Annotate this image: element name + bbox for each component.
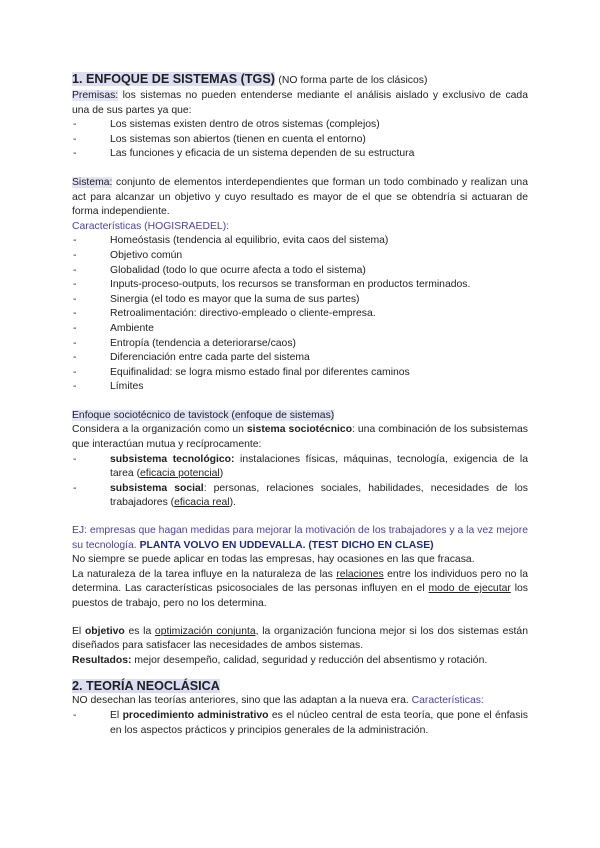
neo-item-post: es el núcleo central de esta teoría, que pone el énfasis en los aspectos prácticos y principios generales de la administración. <box>110 709 528 736</box>
sub-tec-underline: eficacia potencial <box>140 468 220 480</box>
list-item <box>90 709 528 738</box>
obj-bold: objetivo <box>84 625 125 637</box>
sub-soc-underline: eficacia real <box>174 497 230 509</box>
resultados-line <box>72 654 528 669</box>
obj-mid: es la <box>124 625 155 637</box>
section-1-heading <box>72 71 528 89</box>
list-item: - Retroalimentación: directivo-empleado o cliente-empresa. <box>90 307 528 322</box>
premisas-paragraph <box>72 89 528 118</box>
premisas-text: los sistemas no pueden entenderse mediante el análisis aislado y exclusivo de cada una de sus partes ya que: <box>72 90 528 116</box>
tavistock-heading-text: Enfoque sociotécnico de tavistock (enfoque de sistemas) <box>72 409 335 421</box>
list-item: - Sinergia (el todo es mayor que la suma de sus partes) <box>90 293 528 308</box>
list-item: - Globalidad (todo lo que ocurre afecta a todo el sistema) <box>90 264 528 279</box>
section-2-title: 2. TEORÍA NEOCLÁSICA <box>72 679 220 694</box>
section-2-heading <box>72 678 528 694</box>
resultados-label: Resultados: <box>72 654 132 666</box>
list-item: - Los sistemas son abiertos (tienen en cuenta el entorno) <box>90 133 528 148</box>
subsistemas-list <box>90 453 528 511</box>
list-item: - Diferenciación entre cada parte del sistema <box>90 351 528 366</box>
caracteristicas-list <box>90 234 528 395</box>
nat-underline-1: relaciones <box>336 568 384 580</box>
list-item: - Entropía (tendencia a deteriorarse/caos) <box>90 337 528 352</box>
tavistock-pre: Considera a la organización como un <box>72 424 247 436</box>
naturaleza-paragraph <box>72 568 528 612</box>
list-item <box>90 482 528 511</box>
caracteristicas-label: Características (HOGISRAEDEL): <box>72 220 230 232</box>
list-item: - Ambiente <box>90 322 528 337</box>
list-item: - Equifinalidad: se logra mismo estado final por diferentes caminos <box>90 366 528 381</box>
list-item <box>90 453 528 482</box>
tavistock-heading <box>72 409 528 424</box>
sub-tec-end: ) <box>219 468 224 480</box>
nat-end: los puestos de trabajo, pero no los determina. <box>72 583 528 609</box>
list-item: - Las funciones y eficacia de un sistema dependen de su estructura <box>90 147 528 162</box>
neoclasica-caracteristicas: Características: <box>411 695 484 707</box>
sub-soc-text: : personas, relaciones sociales, habilidades, necesidades de los trabajadores ( <box>110 482 528 509</box>
neo-item-pre: El <box>110 709 123 721</box>
sub-soc-end: ). <box>229 497 236 509</box>
obj-underline: optimización conjunta, <box>154 625 259 637</box>
no-siempre-line: No siempre se puede aplicar en todas las empresas, hay ocasiones en las que fracasa. <box>72 554 475 566</box>
nat-underline-2: modo de ejecutar <box>428 583 511 595</box>
sistema-paragraph <box>72 176 528 220</box>
list-item: - Los sistemas existen dentro de otros sistemas (complejos) <box>90 118 528 133</box>
section-1-title: 1. ENFOQUE DE SISTEMAS (TGS) <box>72 72 275 86</box>
neoclasica-intro-text: NO desechan las teorías anteriores, sino que las adaptan a la nueva era. <box>72 695 412 707</box>
tavistock-paragraph <box>72 423 528 452</box>
sistema-text: conjunto de elementos interdependientes que forman un todo combinado y realizan una act para alcanzar un objetivo y cuyo resultado es mayor de el que se obtendría si actuaran de forma independiente. <box>72 176 528 218</box>
premisas-label: Premisas: <box>72 90 119 101</box>
nat-pre: La naturaleza de la tarea influye en la naturaleza de las <box>72 568 337 580</box>
tavistock-bold: sistema sociotécnico <box>246 424 353 436</box>
tavistock-post: : una combinación de los subsistemas que interactúan mutua y recíprocamente: <box>72 424 529 451</box>
resultados-text: mejor desempeño, calidad, seguridad y reducción del absentismo y rotación. <box>131 654 488 666</box>
neoclasica-list <box>90 709 528 738</box>
example-paragraph <box>72 524 528 553</box>
nat-post: entre los individuos pero no la determina. Las características psicosociales de las personas influyen en el <box>72 568 528 595</box>
sub-soc-label: subsistema social <box>110 482 204 494</box>
example-text: EJ: empresas que hagan medidas para mejorar la motivación de los trabajadores y a la vez mejore su tecnología. <box>72 525 528 551</box>
neo-item-bold: procedimiento administrativo <box>122 709 269 721</box>
section-1-note: (NO forma parte de los clásicos) <box>278 75 428 86</box>
list-item: - Objetivo común <box>90 249 528 264</box>
list-item: - Homeóstasis (tendencia al equilibrio, evita caos del sistema) <box>90 234 528 249</box>
sub-tec-text: instalaciones físicas, máquinas, tecnología, exigencia de la tarea ( <box>110 453 529 480</box>
objetivo-paragraph <box>72 625 528 654</box>
sistema-label: Sistema: <box>72 176 113 188</box>
obj-post: la organización funciona mejor si los dos sistemas están diseñados para satisfacer las necesidades de ambos sistemas. <box>72 625 528 652</box>
example-bold: PLANTA VOLVO EN UDDEVALLA. (TEST DICHO EN CLASE) <box>139 539 434 551</box>
neoclasica-intro <box>72 694 528 709</box>
sub-tec-label: subsistema tecnológico: <box>110 453 235 465</box>
document-body <box>72 71 528 738</box>
obj-pre: El <box>72 625 85 637</box>
list-item: - Límites <box>90 380 528 395</box>
premisas-list <box>90 118 528 162</box>
list-item: - Inputs-proceso-outputs, los recursos se transforman en productos terminados. <box>90 278 528 293</box>
